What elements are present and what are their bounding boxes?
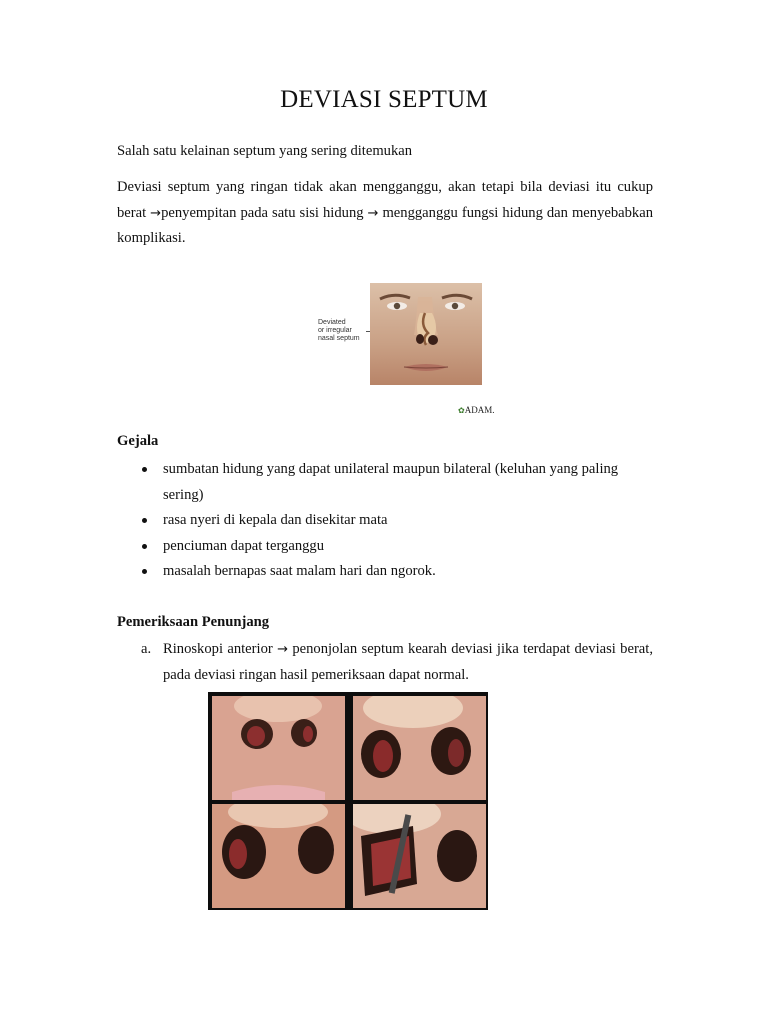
list-marker: a. bbox=[141, 641, 152, 657]
face-drawing bbox=[370, 283, 482, 385]
rhinoscopy-photo bbox=[212, 696, 345, 800]
intro-text: Salah satu kelainan septum yang sering ditemukan bbox=[117, 143, 413, 159]
nostril-photo bbox=[212, 804, 345, 908]
description-paragraph: Deviasi septum yang ringan tidak akan mengganggu, akan tetapi bila deviasi itu cukup berat →penyempitan pada satu sisi hidung → mengganggu fungsi hidung dan menyebabkan komplikasi. bbox=[117, 179, 653, 246]
adam-logo: ✿ADAM. bbox=[458, 405, 495, 415]
arrow-icon: → bbox=[150, 205, 162, 221]
face-image bbox=[370, 283, 482, 385]
rhinoscopy-photo bbox=[353, 804, 486, 908]
page-title: DEVIASI SEPTUM bbox=[280, 86, 488, 113]
symptoms-list bbox=[117, 457, 653, 585]
arrow-icon: → bbox=[277, 642, 288, 657]
list-item: sumbatan hidung yang dapat unilateral maupun bilateral (keluhan yang paling sering) bbox=[117, 457, 653, 508]
list-item: a. Rinoskopi anterior → penonjolan septum kearah deviasi jika terdapat deviasi berat, pada deviasi ringan hasil pemeriksaan dapat normal. bbox=[117, 637, 653, 688]
speculum-photo bbox=[353, 804, 486, 908]
list-item: masalah bernapas saat malam hari dan ngorok. bbox=[117, 559, 653, 585]
leaf-icon: ✿ bbox=[458, 406, 465, 415]
figure-caption: Deviated or irregular nasal septum bbox=[318, 319, 360, 342]
list-item: rasa nyeri di kepala dan disekitar mata bbox=[117, 508, 653, 534]
section-heading-pemeriksaan: Pemeriksaan Penunjang bbox=[117, 614, 270, 630]
nostril-photo bbox=[353, 696, 486, 800]
arrow-icon: → bbox=[367, 205, 379, 221]
list-item: penciuman dapat terganggu bbox=[117, 534, 653, 560]
nostril-photo bbox=[212, 696, 345, 800]
rhinoscopy-photo-grid bbox=[208, 692, 488, 910]
rhinoscopy-photo bbox=[212, 804, 345, 908]
rhinoscopy-photo bbox=[353, 696, 486, 800]
examination-list bbox=[117, 637, 653, 688]
deviated-septum-illustration bbox=[318, 283, 482, 385]
section-heading-gejala: Gejala bbox=[117, 433, 159, 449]
